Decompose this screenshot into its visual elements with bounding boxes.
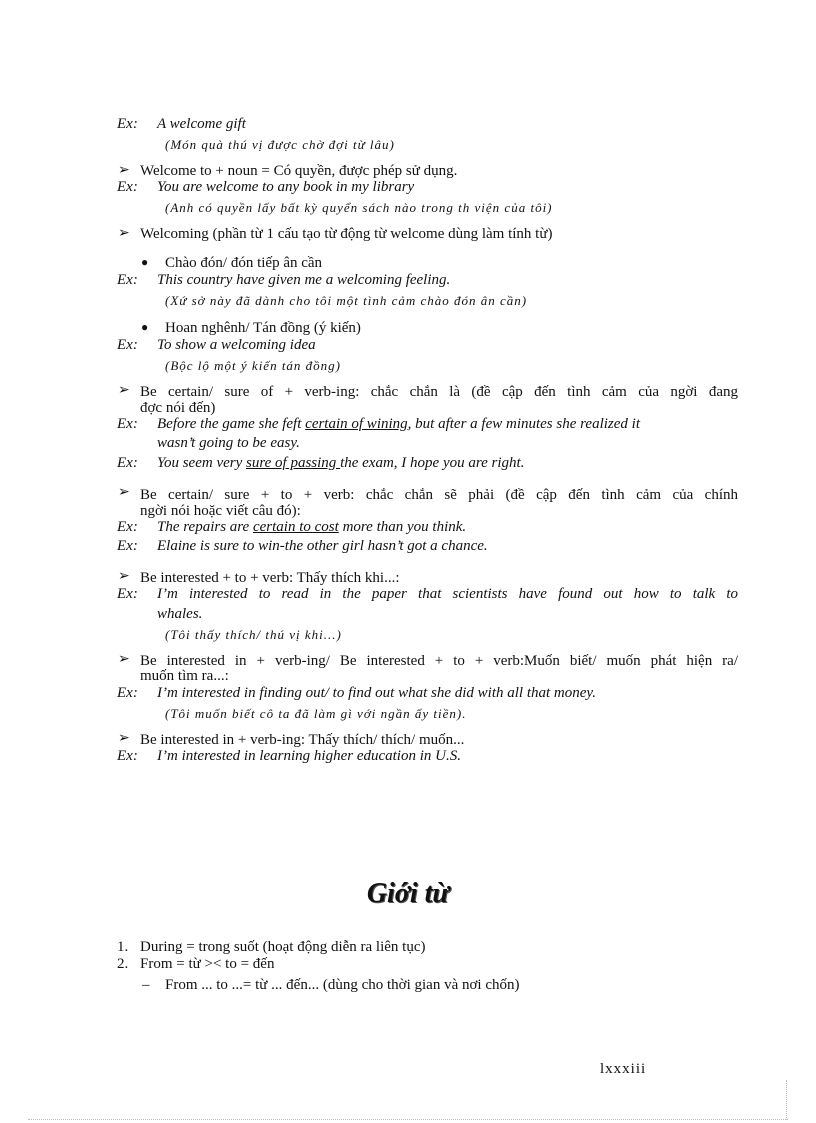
example-text: A welcome gift — [157, 116, 246, 132]
ex-label: Ex: — [117, 116, 138, 132]
translation-text: (Tôi muốn biết cô ta đã làm gì với ngần ấy tiền). — [165, 706, 467, 721]
arrow-bullet-icon: ➢ — [118, 383, 130, 398]
translation-text: (Tôi thấy thích/ thú vị khi...) — [165, 627, 342, 642]
ex-label: Ex: — [117, 179, 138, 195]
rule-heading: Be certain/ sure + to + verb: chắc chắn sẽ phải (đề cập đến tình cảm của chính — [140, 487, 738, 503]
example-text-continued: whales. — [157, 606, 203, 622]
example-text-continued: wasn’t going to be easy. — [157, 435, 300, 451]
ex-label: Ex: — [117, 337, 138, 353]
round-bullet-icon: ● — [141, 255, 149, 269]
example-text: I’m interested to read in the paper that scientists have found out how to talk to — [157, 586, 738, 602]
example-text — [157, 518, 466, 536]
arrow-bullet-icon: ➢ — [118, 163, 130, 178]
example-part: The repairs are — [157, 519, 253, 535]
dash-bullet-icon: – — [142, 977, 150, 993]
rule-heading-continued: ngời nói hoặc viết câu đó): — [140, 503, 301, 519]
translation-text: (Xứ sở này đã dành cho tôi một tình cảm chào đón ân cần) — [165, 293, 528, 308]
example-text: This country have given me a welcoming feeling. — [157, 272, 451, 288]
example-part: the exam, I hope you are right. — [340, 455, 525, 471]
example-text: I’m interested in learning higher education in U.S. — [157, 748, 461, 764]
example-text — [157, 454, 524, 472]
example-part: You seem very — [157, 455, 247, 471]
page-number: lxxxiii — [600, 1061, 647, 1077]
list-item: From = từ >< to = đến — [140, 956, 275, 972]
example-part: , but after a few minutes she realized it — [407, 416, 640, 432]
list-item: During = trong suốt (hoạt động diễn ra liên tục) — [140, 939, 426, 955]
rule-heading: Be interested in + verb-ing: Thấy thích/ thích/ muốn... — [140, 732, 465, 748]
arrow-bullet-icon: ➢ — [118, 569, 130, 584]
example-text — [157, 415, 640, 433]
rule-heading: Be interested in + verb-ing/ Be interested + to + verb:Muốn biết/ muốn phát hiện ra/ — [140, 653, 738, 669]
translation-text: (Bộc lộ một ý kiến tán đồng) — [165, 358, 342, 373]
rule-heading: Welcoming (phần từ 1 cấu tạo từ động từ welcome dùng làm tính từ) — [140, 226, 553, 242]
section-heading: Giới từ — [366, 878, 450, 909]
example-part: more than you think. — [338, 519, 467, 535]
example-text: I’m interested in finding out/ to find out what she did with all that money. — [157, 685, 597, 701]
underlined-phrase: certain of wining — [305, 416, 408, 432]
ex-label: Ex: — [117, 416, 138, 432]
example-text: You are welcome to any book in my library — [157, 179, 415, 195]
example-text: Elaine is sure to win-the other girl hasn’t got a chance. — [157, 538, 488, 554]
list-number: 2. — [117, 956, 129, 972]
arrow-bullet-icon: ➢ — [118, 226, 130, 241]
round-bullet-icon: ● — [141, 320, 149, 334]
sub-meaning: Chào đón/ đón tiếp ân cần — [165, 255, 323, 271]
rule-heading: Welcome to + noun = Có quyền, được phép sử dụng. — [140, 163, 458, 179]
rule-heading: Be certain/ sure of + verb-ing: chắc chắn là (đề cập đến tình cảm của ngời đang — [140, 384, 738, 400]
arrow-bullet-icon: ➢ — [118, 652, 130, 667]
page-bottom-divider — [28, 1119, 788, 1120]
translation-text: (Món quà thú vị được chờ đợi từ lâu) — [165, 137, 395, 152]
rule-heading-continued: muốn tìm ra...: — [140, 668, 229, 684]
underlined-phrase: sure of passing — [246, 455, 341, 471]
sub-list-item: From ... to ...= từ ... đến... (dùng cho thời gian và nơi chốn) — [165, 977, 520, 993]
example-text: To show a welcoming idea — [157, 337, 316, 353]
ex-label: Ex: — [117, 272, 138, 288]
ex-label: Ex: — [117, 455, 138, 471]
translation-text: (Anh có quyền lấy bất kỳ quyển sách nào trong th viện của tôi) — [165, 200, 553, 215]
list-number: 1. — [117, 939, 129, 955]
ex-label: Ex: — [117, 586, 138, 602]
rule-heading-continued: đợc nói đến) — [140, 400, 216, 416]
ex-label: Ex: — [117, 519, 138, 535]
underlined-phrase: certain to cost — [252, 519, 339, 535]
sub-meaning: Hoan nghênh/ Tán đồng (ý kiến) — [165, 320, 361, 336]
arrow-bullet-icon: ➢ — [118, 731, 130, 746]
rule-heading: Be interested + to + verb: Thấy thích khi...: — [140, 570, 400, 586]
page-corner-divider — [786, 1080, 787, 1120]
arrow-bullet-icon: ➢ — [118, 485, 130, 500]
example-part: Before the game she feft — [157, 416, 306, 432]
ex-label: Ex: — [117, 685, 138, 701]
ex-label: Ex: — [117, 748, 138, 764]
ex-label: Ex: — [117, 538, 138, 554]
